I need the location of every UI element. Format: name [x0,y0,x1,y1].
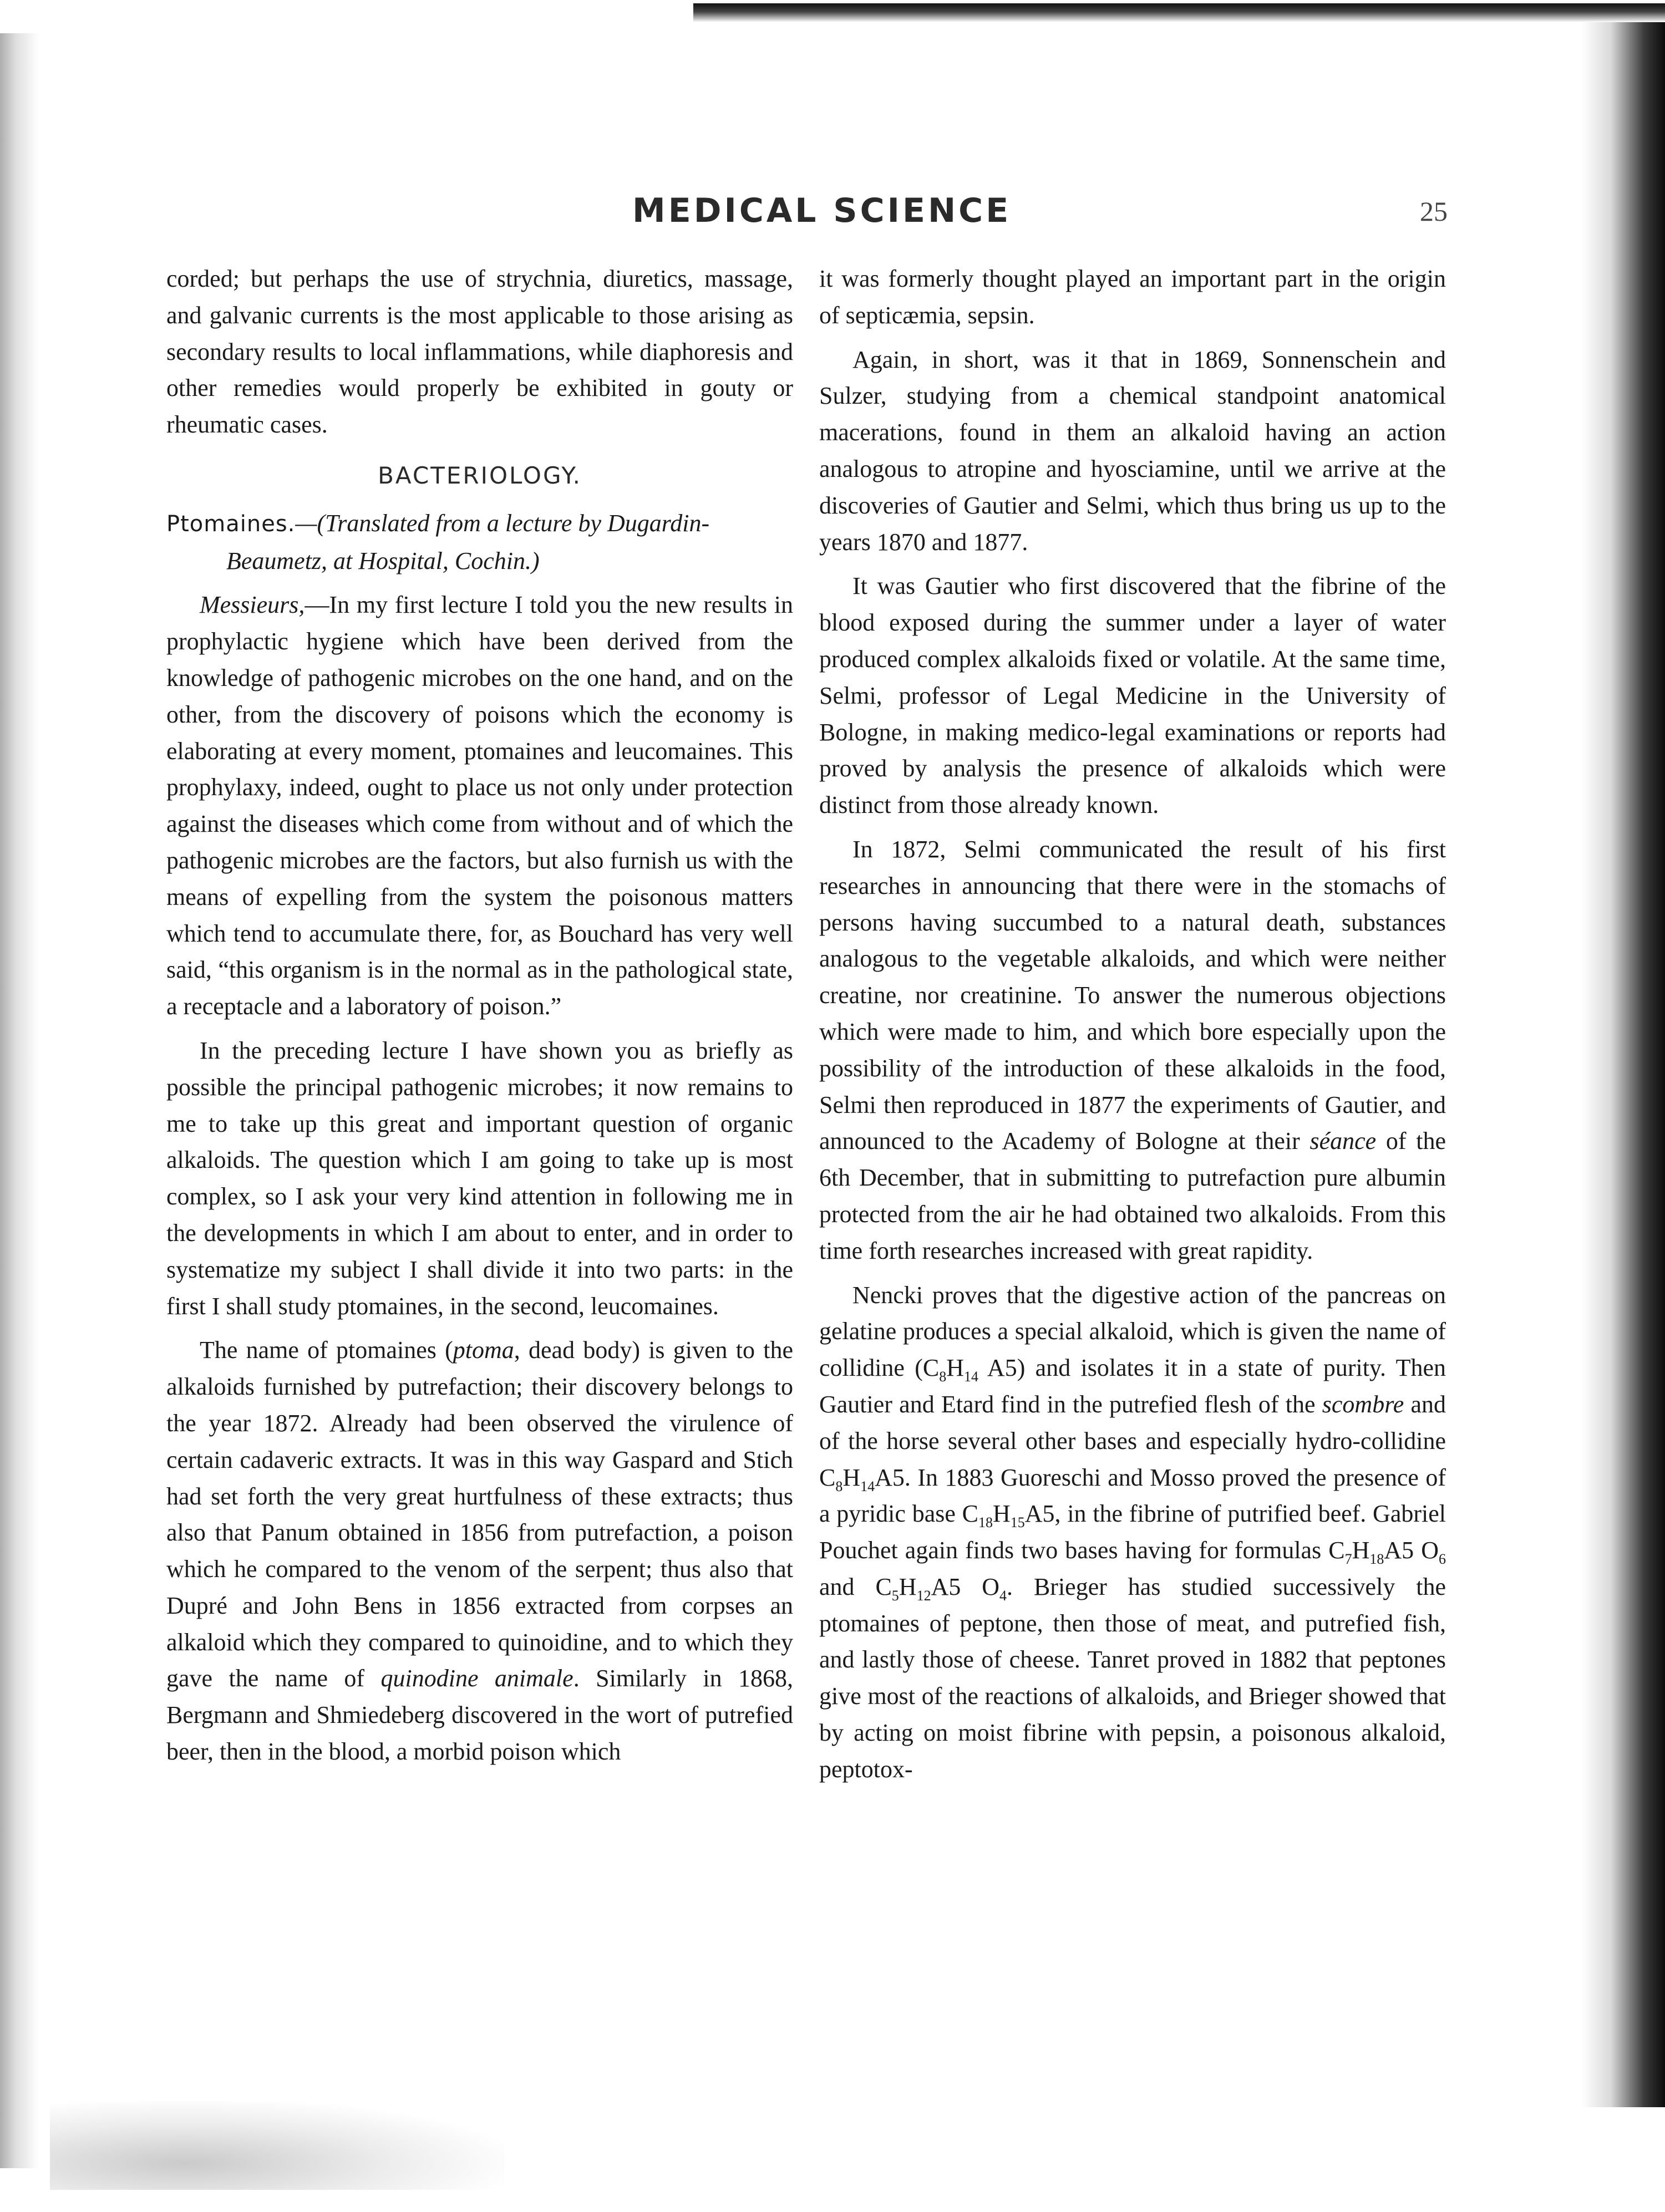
article-source: —(Translated from a lecture by Dugardin- [295,509,710,537]
left-column [166,261,793,1770]
scan-smudge-bottom [50,2101,505,2190]
article-source-continued: Beaumetz, at Hospital, Cochin.) [226,547,540,574]
section-heading: BACTERIOLOGY. [378,461,582,489]
scan-edge-shadow-left [0,33,39,2168]
running-head: MEDICAL SCIENCE [632,191,1012,230]
paragraph-continued: it was formerly thought played an important part in the origin of septicæmia, sepsin. [819,265,1446,329]
paragraph: It was Gautier who first discovered that the fibrine of the blood exposed during the summer under a layer of water produced complex alkaloids fixed or volatile. At the same time, Selmi, professor of Legal Medicine in the University of Bologne, in making medico-legal examinations or reports had proved by analysis the presence of alkaloids which were distinct from those already known. [819,572,1446,819]
paragraph-continued: corded; but perhaps the use of strychnia, diuretics, massage, and galvanic currents is the most applicable to those arising as secondary results to local inflammations, while diaphoresis and other remedies would properly be exhibited in gouty or rheumatic cases. [166,265,793,439]
article-heading [166,505,793,579]
paragraph: In the preceding lecture I have shown you as briefly as possible the principal pathogenic microbes; it now remains to me to take up this great and important question of organic alkaloids. The question which I am going to take up is most complex, so I ask your very kind attention in following me in the developments in which I am about to enter, and in order to systematize my subject I shall divide it into two parts: in the first I shall study ptomaines, in the second, leucomaines. [166,1036,793,1320]
salutation: Messieurs, [200,591,305,619]
right-column [819,261,1446,1788]
article-title: Ptomaines. [166,511,296,537]
page-number: 25 [1420,196,1448,227]
paragraph: Again, in short, was it that in 1869, Sonnenschein and Sulzer, studying from a chemical standpoint anatomical macerations, found in them an alkaloid having an action analogous to atropine and hyosciamine, until we arrive at the discoveries of Gautier and Selmi, which thus bring us up to the years 1870 and 1877. [819,345,1446,556]
paragraph: The name of ptomaines (ptoma, dead body) is given to the alkaloids furnished by putrefaction; their discovery belongs to the year 1872. Already had been observed the virulence of certain cadaveric extracts. It was in this way Gaspard and Stich had set forth the very great hurtfulness of these extracts; thus also that Panum obtained in 1856 from putrefaction, a poison which he compared to the venom of the serpent; thus also that Dupré and John Bens in 1856 extracted from corpses an alkaloid which they compared to quinoidine, and to which they gave the name of quinodine animale. Similarly in 1868, Bergmann and Shmiedeberg discovered in the wort of putrefied beer, then in the blood, a morbid poison which [166,1336,794,1766]
paragraph: In 1872, Selmi communicated the result of his first researches in announcing that there were in the stomachs of persons having succumbed to a natural death, substances analogous to the vegetable alkaloids, and which were neither creatine, nor creatinine. To answer the numerous objections which were made to him, and which bore especially upon the possibility of the introduction of these alkaloids in the food, Selmi then reproduced in 1877 the experiments of Gautier, and announced to the Academy of Bologne at their séance of the 6th December, that in submitting to putrefaction pure albumin protected from the air he had obtained two alkaloids. From this time forth researches increased with great rapidity. [819,835,1446,1264]
scan-edge-shadow-top [693,3,1665,22]
scan-edge-shadow-right [1582,22,1665,2107]
paragraph: Messieurs,—In my first lecture I told you the new results in prophylactic hygiene which have been derived from the knowledge of pathogenic microbes on the one hand, and on the other, from the discovery of poisons which the economy is elaborating at every moment, ptomaines and leucomaines. This prophylaxy, indeed, ought to place us not only under protection against the diseases which come from without and of which the pathogenic microbes are the factors, but also furnish us with the means of expelling from the system the poisonous matters which tend to accumulate there, for, as Bouchard has very well said, “this organism is in the normal as in the pathological state, a receptacle and a laboratory of poison.” [166,591,793,1020]
paragraph: Nencki proves that the digestive action of the pancreas on gelatine produces a special alkaloid, which is given the name of collidine ($C_8H_{14}$ A5) and isolates it in a state of purity. Then Gautier and Etard find in the putrefied flesh of the scombre and of the horse several other bases and especially hydro-collidine $C_8H_{14}A5$. In 1883 Guoreschi and Mosso proved the presence of a pyridic base $C_{18}H_{15}A5$, in the fibrine of putrified beef. Gabriel Pouchet again finds two bases having for formulas $C_7H_{18}A5$ $O_6$ and $C_5H_{12}A5$ $O_4$. Brieger has studied successively the ptomaines of peptone, then those of meat, and putrefied fish, and lastly those of cheese. Tanret proved in 1882 that peptones give most of the reactions of alkaloids, and Brieger showed that by acting on moist fibrine with pepsin, a poisonous alkaloid, peptotox- [819,1281,1446,1783]
